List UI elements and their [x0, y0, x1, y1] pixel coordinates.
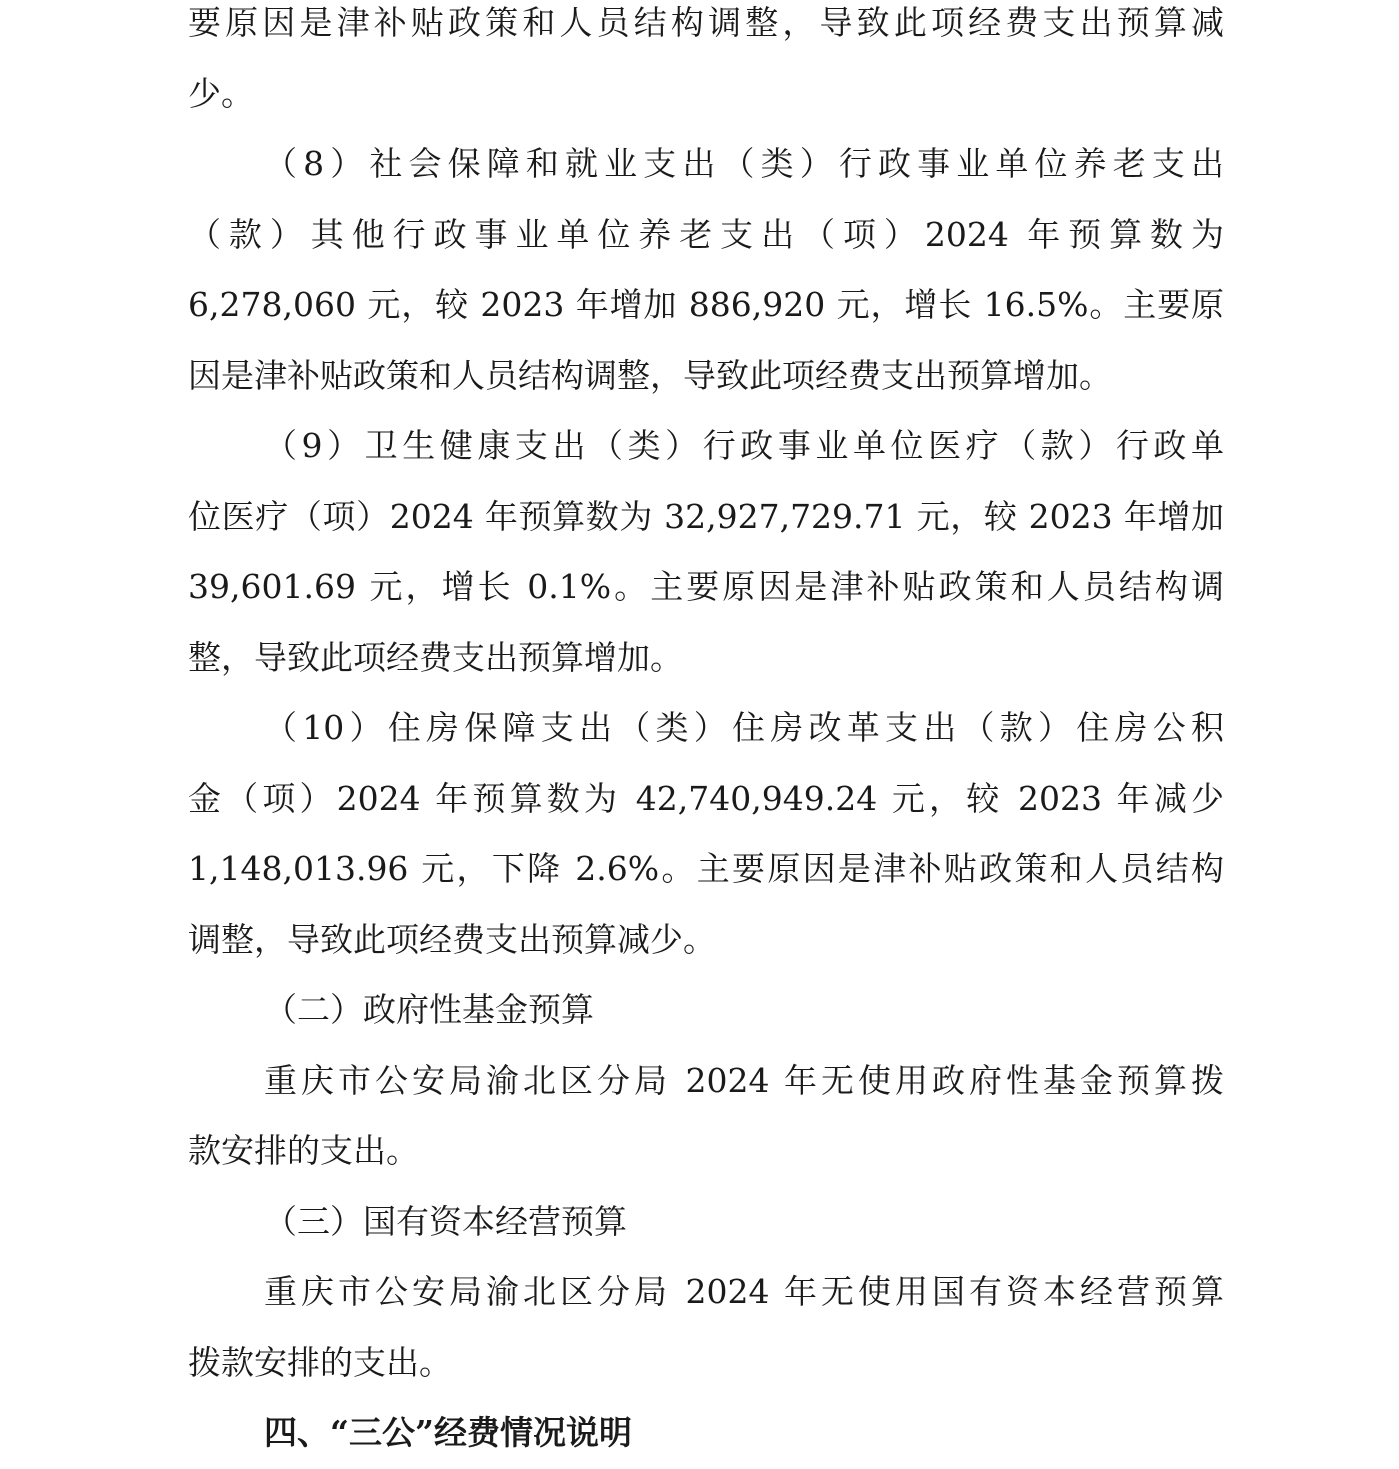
subsection-heading: （二）政府性基金预算 [264, 990, 594, 1029]
subsection-heading: （三）国有资本经营预算 [264, 1201, 627, 1241]
text-line: （款）其他行政事业单位养老支出（项）2024 年预算数为 [188, 214, 1224, 254]
paragraph-item-10 [188, 693, 1224, 975]
text-line: 调整，导致此项经费支出预算减少。 [188, 919, 716, 959]
text-line: 重庆市公安局渝北区分局 2024 年无使用政府性基金预算拨 [264, 1060, 1224, 1100]
text-line: 39,601.69 元，增长 0.1%。主要原因是津补贴政策和人员结构调 [188, 567, 1224, 606]
text-line: 位医疗（项）2024 年预算数为 32,927,729.71 元，较 2023 年增加 [188, 496, 1224, 536]
paragraph-continuation [188, 0, 1224, 129]
text-line: 因是津补贴政策和人员结构调整，导致此项经费支出预算增加。 [188, 355, 1112, 395]
text-line: 要原因是津补贴政策和人员结构调整，导致此项经费支出预算减 [188, 3, 1224, 42]
text-line: 6,278,060 元，较 2023 年增加 886,920 元，增长 16.5%。主要原 [188, 285, 1224, 324]
section-title: 四、“三公”经费情况说明 [264, 1413, 632, 1452]
document-page [188, 0, 1224, 1469]
text-line: 1,148,013.96 元，下降 2.6%。主要原因是津补贴政策和人员结构 [188, 849, 1224, 888]
text-line: 款安排的支出。 [188, 1131, 419, 1170]
paragraph-item-8 [188, 129, 1224, 411]
text-line: 少。 [188, 73, 254, 113]
text-line: （8）社会保障和就业支出（类）行政事业单位养老支出 [264, 144, 1224, 183]
text-line: 拨款安排的支出。 [188, 1342, 452, 1382]
paragraph-government-fund [188, 1046, 1224, 1187]
text-line: 金（项）2024 年预算数为 42,740,949.24 元，较 2023 年减少 [188, 778, 1224, 818]
text-line: 重庆市公安局渝北区分局 2024 年无使用国有资本经营预算 [264, 1272, 1224, 1311]
paragraph-state-capital [188, 1257, 1224, 1398]
text-line: 整，导致此项经费支出预算增加。 [188, 637, 683, 677]
paragraph-item-9 [188, 411, 1224, 693]
text-line: （10）住房保障支出（类）住房改革支出（款）住房公积 [264, 708, 1224, 747]
text-line: （9）卫生健康支出（类）行政事业单位医疗（款）行政单 [264, 426, 1224, 465]
